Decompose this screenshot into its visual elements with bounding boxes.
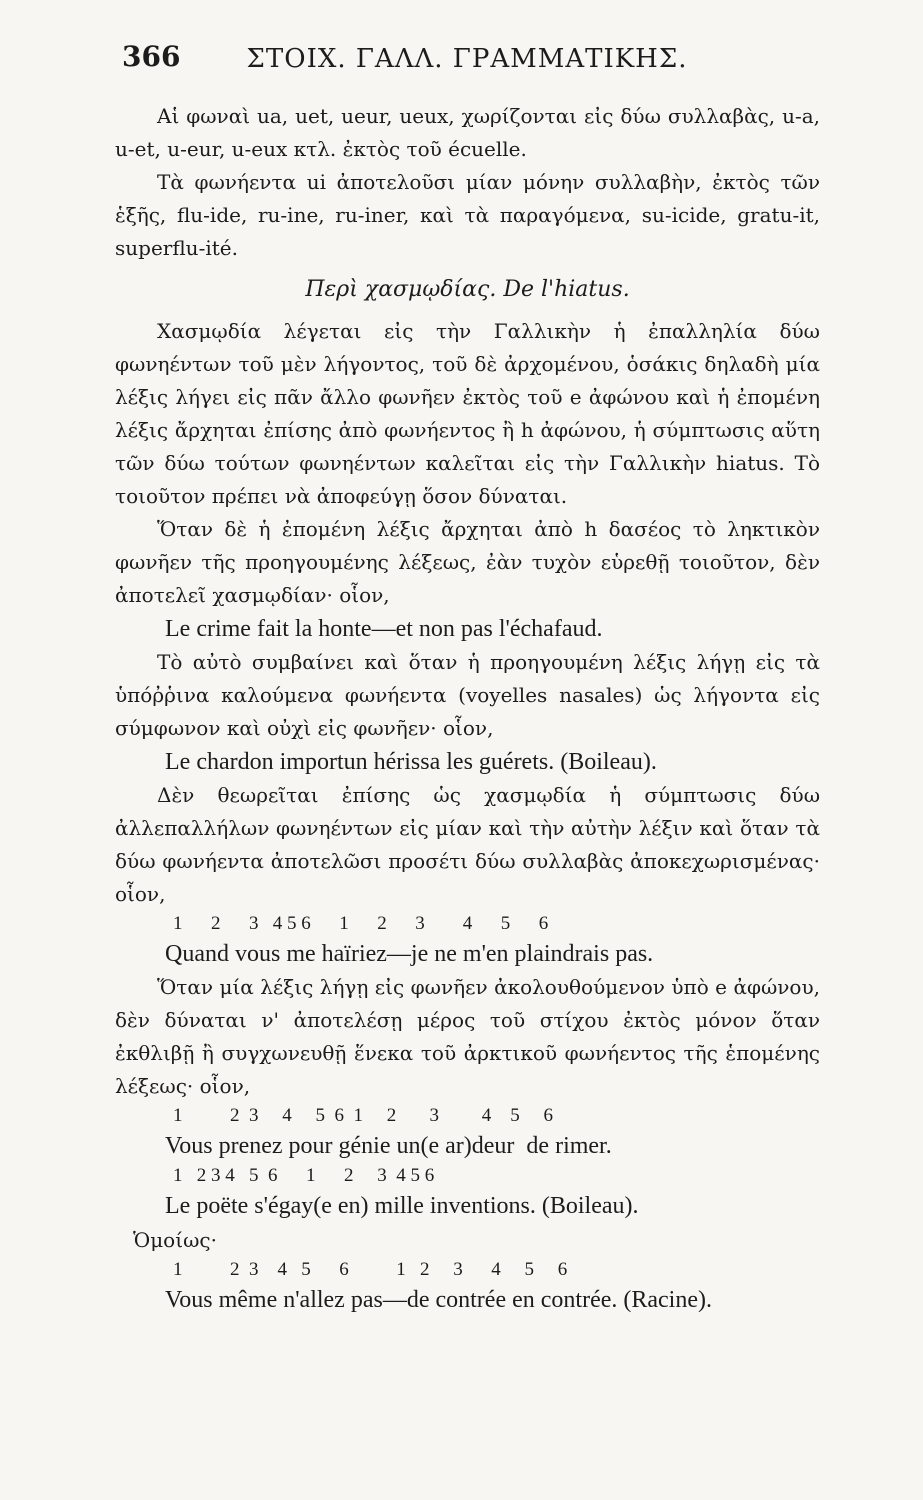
verse-example-1: Le crime fait la honte—et non pas l'échafaud. (165, 616, 603, 642)
syllable-numbers-4: 1 2 3 4 5 6 1 2 3 4 5 6 (173, 1105, 553, 1126)
page-number: 366 (122, 40, 181, 73)
paragraph-nasal-vowels: Τὸ αὐτὸ συμβαίνει καὶ ὅταν ἡ προηγουμένη λέξις λήγῃ εἰς τὰ ὑπόῤῥινα καλούμενα φωνήεντα (voyelles nasales) ὡς λήγοντα εἰς σύμφωνον καὶ οὐχὶ εἰς φωνῆεν· οἷον, (115, 650, 820, 740)
homoios-label: Ὁμοίως· (133, 1228, 217, 1252)
section-heading: Περὶ χασμῳδίας. De l'hiatus. (305, 277, 630, 302)
verse-example-2: Le chardon importun hérissa les guérets. (Boileau). (165, 749, 657, 775)
syllable-numbers-6: 1 2 3 4 5 6 1 2 3 4 5 6 (173, 1259, 568, 1280)
paragraph-hiatus-definition: Χασμῳδία λέγεται εἰς τὴν Γαλλικὴν ἡ ἐπαλληλία δύω φωνηέντων τοῦ μὲν λήγοντος, τοῦ δὲ ἀρχομένου, ὁσάκις δηλαδὴ μία λέξις λήγει εἰς πᾶν ἄλλο φωνῆεν ἐκτὸς τοῦ e ἀφώνου καὶ ἡ ἐπομένη λέξις ἄρχηται ἐπίσης ἀπὸ φωνήεντος ἢ h ἀφώνου, ἡ σύμπτωσις αὕτη τῶν δύω τούτων φωνηέντων καλεῖται εἰς τὴν Γαλλικὴν hiatus. Τὸ τοιοῦτον πρέπει νὰ ἀποφεύγῃ ὅσον δύναται. (115, 319, 820, 508)
paragraph-h-aspirate: Ὅταν δὲ ἡ ἐπομένη λέξις ἄρχηται ἀπὸ h δασέος τὸ ληκτικὸν φωνῆεν τῆς προηγουμένης λέξεως, ἐὰν τυχὸν εὑρεθῇ τοιοῦτον, δὲν ἀποτελεῖ χασμῳδίαν· οἷον, (115, 517, 820, 607)
page-header (122, 40, 812, 90)
paragraph-internal-vowels: Δὲν θεωρεῖται ἐπίσης ὡς χασμῳδία ἡ σύμπτωσις δύω ἀλλεπαλλήλων φωνηέντων εἰς μίαν καὶ τὴν αὐτὴν λέξιν καὶ ὅταν τὰ δύω φωνήεντα ἀποτελῶσι προσέτι δύω συλλαβὰς ἀποκεχωρισμένας· οἷον, (115, 783, 820, 906)
verse-example-4: Vous prenez pour génie un(e ar)deur de rimer. (165, 1133, 612, 1159)
paragraph-mute-e: Ὅταν μία λέξις λήγῃ εἰς φωνῆεν ἀκολουθούμενον ὑπὸ e ἀφώνου, δὲν δύναται ν' ἀποτελέσῃ μέρος τοῦ στίχου ἐκτὸς μόνον ὅταν ἐκθλιβῇ ἢ συγχωνευθῇ ἕνεκα τοῦ ἀρκτικοῦ φωνήεντος τῆς ἑπομένης λέξεως· οἷον, (115, 975, 820, 1098)
running-title: ΣΤΟΙΧ. ΓΑΛΛ. ΓΡΑΜΜΑΤΙΚΗΣ. (246, 44, 688, 74)
page-body (115, 100, 820, 1317)
syllable-numbers-5: 1 2 3 4 5 6 1 2 3 4 5 6 (173, 1165, 435, 1186)
syllable-numbers-3: 1 2 3 4 5 6 1 2 3 4 5 6 (173, 913, 549, 934)
paragraph-vowels-ui: Τὰ φωνήεντα ui ἀποτελοῦσι μίαν μόνην συλλαβὴν, ἐκτὸς τῶν ἑξῆς, flu-ide, ru-ine, ru-iner, καὶ τὰ παραγόμενα, su-icide, gratu-it, superflu-ité. (115, 170, 820, 260)
paragraph-vowels-ua: Αἱ φωναὶ ua, uet, ueur, ueux, χωρίζονται εἰς δύω συλλαβὰς, u-a, u-et, u-eur, u-eux κτλ. ἐκτὸς τοῦ écuelle. (115, 104, 820, 161)
verse-example-6: Vous même n'allez pas—de contrée en contrée. (Racine). (165, 1287, 712, 1313)
verse-example-5: Le poëte s'égay(e en) mille inventions. (Boileau). (165, 1193, 639, 1219)
verse-example-3: Quand vous me haïriez—je ne m'en plaindrais pas. (165, 941, 654, 967)
